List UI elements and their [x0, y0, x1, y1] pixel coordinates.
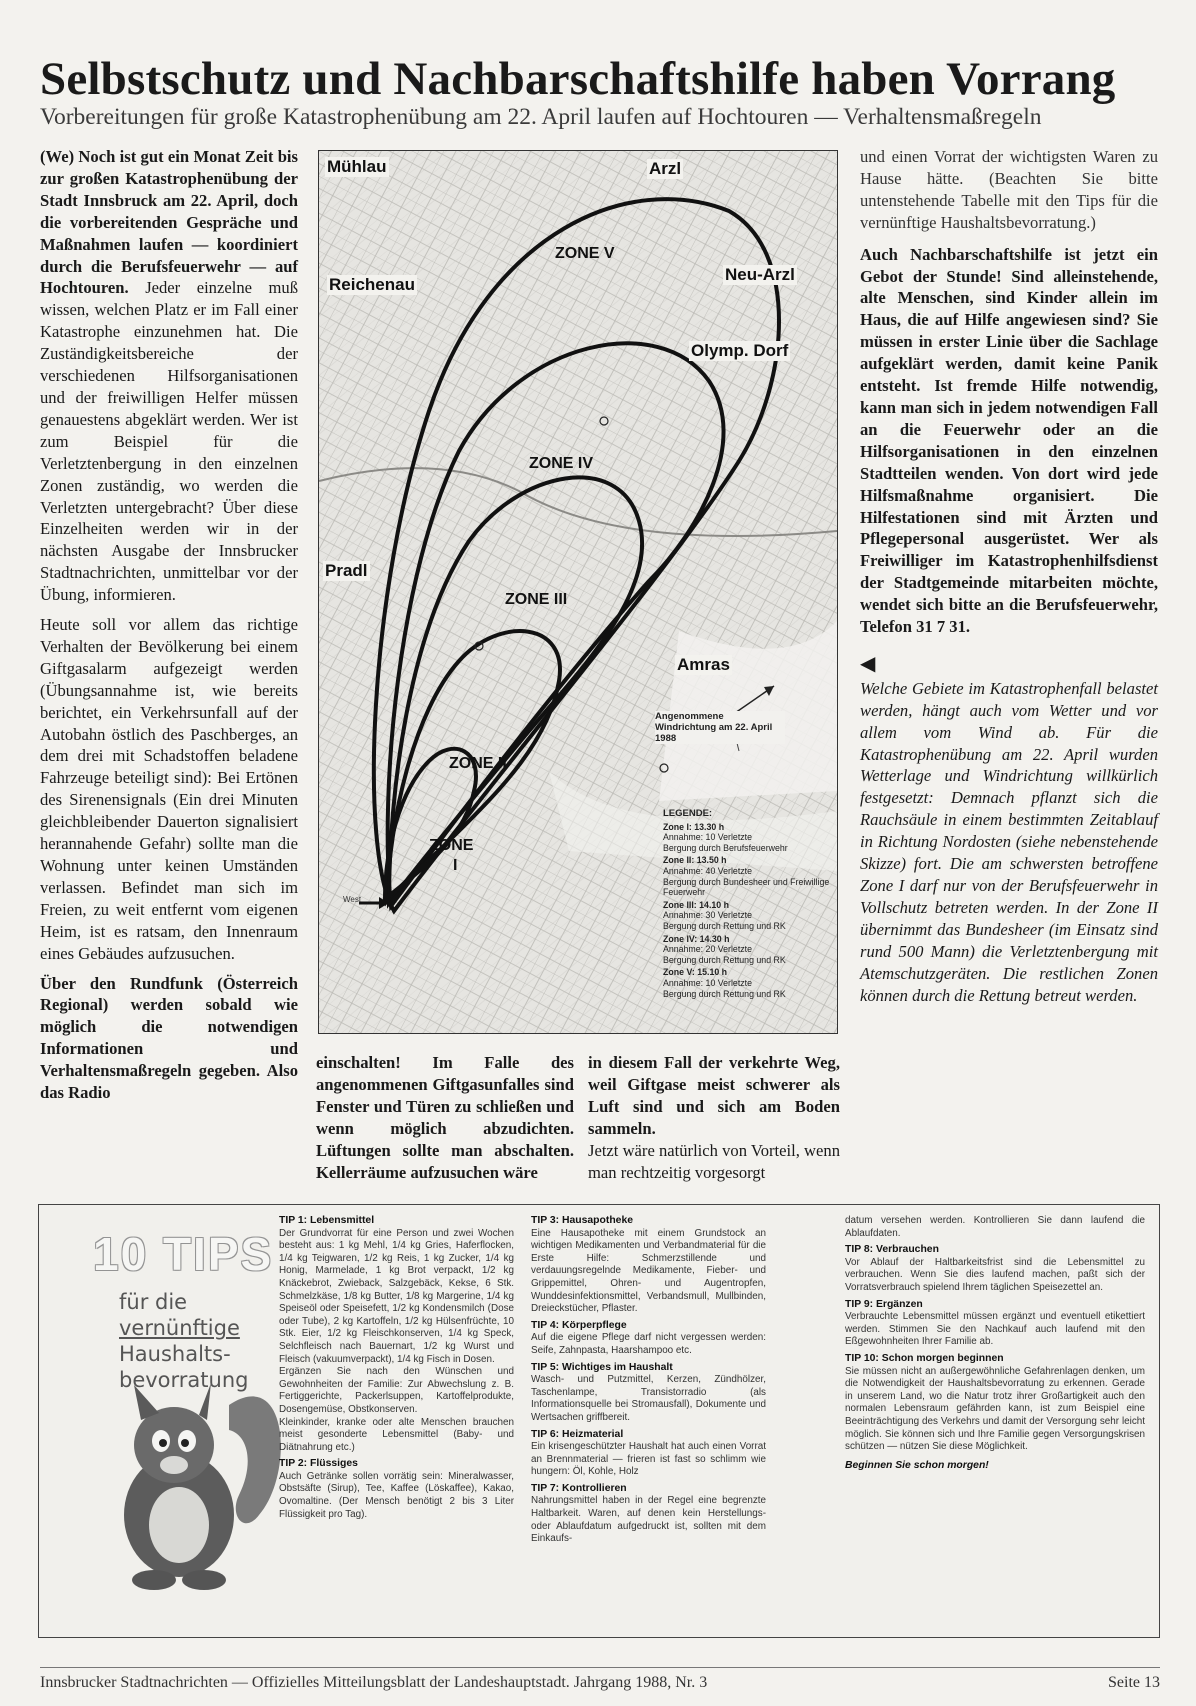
article-subtitle: Vorbereitungen für große Katastrophenübung am 22. April laufen auf Hochtouren — Verhaltensmaßregeln [40, 104, 1042, 130]
tips-column-3 [845, 1215, 1145, 1472]
legend-line: Bergung durch Rettung und RK [663, 920, 786, 931]
map-legend [663, 809, 833, 999]
paragraph-prepare: Jetzt wäre natürlich von Vorteil, wenn man rechtzeitig vorgesorgt [588, 1140, 840, 1182]
legend-line: Annahme: 30 Verletzte [663, 910, 753, 921]
tips-logo-subtitle [119, 1289, 248, 1393]
tip-text: Auf die eigene Pflege darf nicht vergessen werden: Seife, Zahnpasta, Haarshampoo etc. [531, 1332, 766, 1356]
legend-zone: Zone II: 13.50 h [663, 855, 727, 866]
place-label: Mühlau [327, 157, 387, 176]
paragraph-radio: Über den Rundfunk (Österreich Regional) werden sobald wie möglich die notwendigen Informationen und Verhaltensmaßregeln gegeben. Also das Radio [40, 973, 298, 1103]
tip-text: Kleinkinder, kranke oder alte Menschen brauchen meist gesonderte Lebensmittel (Baby- und Diätnahrung etc.) [279, 1416, 514, 1453]
tips-logo-title: 10 TIPS [93, 1228, 274, 1280]
zone-label: ZONE III [505, 591, 568, 608]
legend-title: LEGENDE: [663, 808, 713, 819]
legend-line: Annahme: 20 Verletzte [663, 944, 753, 955]
place-label: Amras [677, 655, 730, 674]
place-label: Olymp. Dorf [691, 341, 789, 360]
tip-text: Auch Getränke sollen vorrätig sein: Mineralwasser, Obstsäfte (Sirup), Tee, Kaffee (Löskaffee), Kakao, Ovomaltine. (Der Mensch benötigt 2 bis 3 Liter Flüssigkeit pro Tag). [279, 1470, 514, 1520]
page-footer [40, 1667, 1160, 1692]
footer-publication: Innsbrucker Stadtnachrichten — Offizielles Mitteilungsblatt der Landeshauptstadt. Jahrgang 1988, Nr. 3 [40, 1674, 708, 1691]
place-label: Reichenau [329, 275, 415, 294]
legend-zone: Zone IV: 14.30 h [663, 933, 730, 944]
tips-column-1 [279, 1215, 514, 1521]
west-label: West [343, 895, 362, 904]
tip-heading: TIP 6: Heizmaterial [531, 1428, 624, 1440]
article-column-2 [316, 1052, 574, 1191]
zone-label: ZONE II [449, 755, 507, 772]
tip-heading: TIP 4: Körperpflege [531, 1319, 627, 1331]
tip-text: Ein krisengeschützter Haushalt hat auch einen Vorrat an Brennmaterial — frieren ist fast so schlimm wie hungern: Öl, Kohle, Holz [531, 1441, 766, 1478]
paragraph-basement: in diesem Fall der verkehrte Weg, weil Giftgase meist schwerer als Luft sind und sich am Boden sammeln. [588, 1053, 840, 1138]
paragraph-windows: einschalten! Im Falle des angenommenen Giftgasunfalles sind Fenster und Türen zu schließen und wenn möglich abzudichten. Lüftungen sollte man abschalten. Kellerräume aufzusuchen wäre [316, 1053, 574, 1182]
tip-heading: TIP 8: Verbrauchen [845, 1244, 939, 1256]
intro-text: Jeder einzelne muß wissen, welchen Platz er im Fall einer Katastrophe einzunehmen hat. Die Zuständigkeitsbereiche der verschiedenen Hilfsorganisationen und der freiwilligen Helfer müssen genauestens abgeklärt werden. Wer ist zum Beispiel für die Verletztenbergung in den einzelnen Zonen zuständig, wo werden die Verletzten untergebracht? Über diese Einzelheiten werden wir in der nächsten Ausgabe der Innsbrucker Stadtnachrichten, unmittelbar vor der Übung, informieren. [40, 278, 298, 605]
logo-line: Haushalts- [119, 1342, 231, 1366]
wind-label: Angenommene Windrichtung am 22. April 1988 [655, 711, 785, 744]
legend-zone: Zone V: 15.10 h [663, 967, 728, 978]
tip-text: Nahrungsmittel haben in der Regel eine begrenzte Haltbarkeit. Waren, auf denen kein Herstellungs- oder Ablaufdatum aufgedruckt ist, sollten mit dem Einkaufs- [531, 1495, 766, 1545]
zone-label: ZONE [429, 837, 474, 854]
legend-line: Annahme: 10 Verletzte [663, 977, 753, 988]
tips-box [38, 1204, 1160, 1638]
article-column-1 [40, 146, 298, 1112]
tip-text: Verbrauchte Lebensmittel müssen ergänzt und eventuell etikettiert werden. Stimmen Sie den Nachkauf auch laufend mit den Eßgewohnheiten Ihrer Familie ab. [845, 1311, 1145, 1348]
legend-line: Annahme: 40 Verletzte [663, 865, 753, 876]
place-label: Neu-Arzl [725, 265, 795, 284]
tip-heading: TIP 9: Ergänzen [845, 1298, 923, 1310]
legend-line: Bergung durch Rettung und RK [663, 988, 786, 999]
tip-text: Sie müssen nicht an außergewöhnliche Gefahrenlagen denken, um die Notwendigkeit der Haushaltsbevorratung zu erkennen. Gerade in unserem Land, wo die Natur trotz ihrer Großartigkeit auch den normalen Lebensraum gefährden kann, ist zum Beispiel eine Beeinträchtigung des Verkehrs und damit der Versorgung sehr leicht möglich. Sie können sich und Ihre Familie gegen Versorgungskrisen schützen — nützen Sie diese Möglichkeit. [845, 1365, 1145, 1453]
footer-page-number: Seite 13 [1108, 1674, 1160, 1691]
zone-label: I [453, 857, 458, 874]
article-column-4 [860, 146, 1158, 1006]
paragraph-neighbor-help: Auch Nachbarschaftshilfe ist jetzt ein Gebot der Stunde! Sind alleinstehende, alte Menschen, sind Kinder allein im Haus, die auf Hilfe angewiesen sind? Sie müssen in erster Linie über die Sachlage aufgeklärt werden, damit keine Panik entsteht. Ist fremde Hilfe notwendig, kann man sich in jedem notwendigen Fall an die Feuerwehr oder an die Hilfsorganisationen in den einzelnen Stadtteilen wenden. Von dort wird jede Hilfsmaßnahme organisiert. Die Hilfestationen sind mit Ärzten und Pflegepersonal ausgerüstet. Wer als Freiwilliger im Katastrophenhilfsdienst der Stadtgemeinde mitarbeiten möchte, wendet sich bitte an die Berufsfeuerwehr, Telefon 31 7 31. [860, 244, 1158, 637]
place-label: Pradl [325, 561, 368, 580]
legend-line: Annahme: 10 Verletzte [663, 832, 753, 843]
legend-line: Bergung durch Rettung und RK [663, 954, 786, 965]
tip-text: Der Grundvorrat für eine Person und zwei Wochen besteht aus: 1 kg Mehl, 1/4 kg Gries, Haferflocken, 1/4 kg Teigwaren, 1/2 kg Reis, 1 kg Zucker, 1/4 kg Honig, Marmelade, 1 kg Brot verpackt, 1/2 kg Knäckebrot, Zwieback, Salzgebäck, Kekse, 6 Stk. Schmelzkäse, 1/8 kg Butter, 1/8 kg Margerine, 1/4 kg Speiseöl oder Speisefett, 1/2 kg Kondensmilch (Dose oder Tube), 2 kg Kartoffeln, 1/2 kg Hülsenfrüchte, 10 Stk. Eier, 1/2 kg Fleischkonserven, 1/4 kg Speck, Selchfleisch nach Bauernart, 1/2 kg Wurst und Fleisch (vakuumverpackt), 1/4 kg Fisch in Dosen. [279, 1227, 514, 1365]
legend-zone: Zone III: 14.10 h [663, 899, 729, 910]
tips-closing: Beginnen Sie schon morgen! [845, 1459, 989, 1471]
tip-heading: TIP 5: Wichtiges im Haushalt [531, 1361, 673, 1373]
logo-line: für die [119, 1290, 188, 1314]
zone-label: ZONE IV [529, 455, 594, 472]
tip-heading: TIP 7: Kontrollieren [531, 1482, 627, 1494]
paragraph-supply: und einen Vorrat der wichtigsten Waren zu Hause hätte. (Beachten Sie bitte untenstehende Tabelle mit den Tips für die vernünftige Haushaltsbevorratung.) [860, 147, 1158, 232]
tip-heading: TIP 3: Hausapotheke [531, 1215, 634, 1226]
tip-text: Vor Ablauf der Haltbarkeitsfrist sind die Lebensmittel zu verbrauchen. Wenn Sie dies laufend machen, paßt sich der Vorratsverbrauch spielend Ihrem täglichen Speisezettel an. [845, 1256, 1145, 1293]
legend-line: Bergung durch Bundesheer und Freiwillige Feuerwehr [663, 876, 830, 898]
logo-line: vernünftige [119, 1316, 240, 1340]
article-column-3 [588, 1052, 840, 1191]
caption-arrow-icon: ◀ [860, 652, 876, 675]
legend-zone: Zone I: 13.30 h [663, 821, 725, 832]
tip-heading: TIP 10: Schon morgen beginnen [845, 1352, 1004, 1364]
tip-text: Wasch- und Putzmittel, Kerzen, Zündhölzer, Taschenlampe, Transistorradio (als Informationsquelle bei Stromausfall), Dokumente und Wertsachen griffbereit. [531, 1374, 766, 1423]
tip-text: Ergänzen Sie nach den Wünschen und Gewohnheiten der Familie: Zur Abwechslung z. B. Fertiggerichte, Packerlsuppen, Kartoffelprodukte, Dosengemüse, Obstkonserven. [279, 1366, 514, 1415]
tips-column-2 [531, 1215, 766, 1546]
article-title: Selbstschutz und Nachbarschaftshilfe haben Vorrang [40, 53, 1116, 105]
place-label: Arzl [649, 159, 682, 178]
tip-text: datum versehen werden. Kontrollieren Sie dann laufend die Ablaufdaten. [845, 1215, 1145, 1239]
tip-text: Eine Hausapotheke mit einem Grundstock an wichtigen Medikamenten und Verbandmaterial für die Erste Hilfe: Schmerzstillende und verdauungsregelnde Medikamente, Fieber- und Grippemittel, Ohren- und Augentropfen, Wunddesinfektionsmittel, Verbandsmull, Mullbinden, Dreieckstücher, Pflaster. [531, 1227, 766, 1315]
legend-line: Bergung durch Berufsfeuerwehr [663, 842, 788, 853]
tip-heading: TIP 2: Flüssiges [279, 1458, 358, 1470]
tip-heading: TIP 1: Lebensmittel [279, 1215, 375, 1226]
zone-map [318, 150, 838, 1034]
paragraph-behavior: Heute soll vor allem das richtige Verhalten der Bevölkerung bei einem Giftgasalarm aufgezeigt werden (Übungsannahme ist, wie bereits berichtet, ein Verkehrsunfall auf der Autobahn östlich des Paschberges, an dem drei mit Schadstoffen beladene Fahrzeuge beteiligt sind): Bei Ertönen des Sirenensignals (Ein drei Minuten gleichbleibender Dauerton signalisiert herannahende Gefahr) sollte man die Wohnung unter keinen Umständen verlassen. Befindet man sich im Freien, zu weit entfernt vom eigenen Heim, ist es ratsam, den Innenraum eines Gebäudes aufzusuchen. [40, 615, 298, 963]
logo-line: bevorratung [119, 1368, 249, 1392]
map-caption: Welche Gebiete im Katastrophenfall belastet werden, hängt auch vom Wetter und vor allem vom Wind ab. Für die Katastrophenübung am 22. April wurden Wetterlage und Windrichtung willkürlich festgesetzt: Demnach pflanzt sich die Rauchsäule in einem bestimmten Zeitablauf in Richtung Nordosten (siehe nebenstehende Skizze) fort. Die am schwersten betroffene Zone I darf nur von der Berufsfeuerwehr in Vollschutz betreten werden. In der Zone II übernimmt das Bundesheer (im Einsatz sind rund 500 Mann) die Verletztenbergung mit Atemschutzgeräten. Die restlichen Zonen können durch die Rettung betreut werden. [860, 678, 1158, 1005]
intro-bold: (We) Noch ist gut ein Monat Zeit bis zur großen Katastrophenübung der Stadt Innsbruck am 22. April, doch die vorbereitenden Gespräche und Maßnahmen laufen — koordiniert durch die Berufsfeuerwehr — auf Hochtouren. [40, 147, 298, 298]
zone-label: ZONE V [555, 245, 615, 262]
